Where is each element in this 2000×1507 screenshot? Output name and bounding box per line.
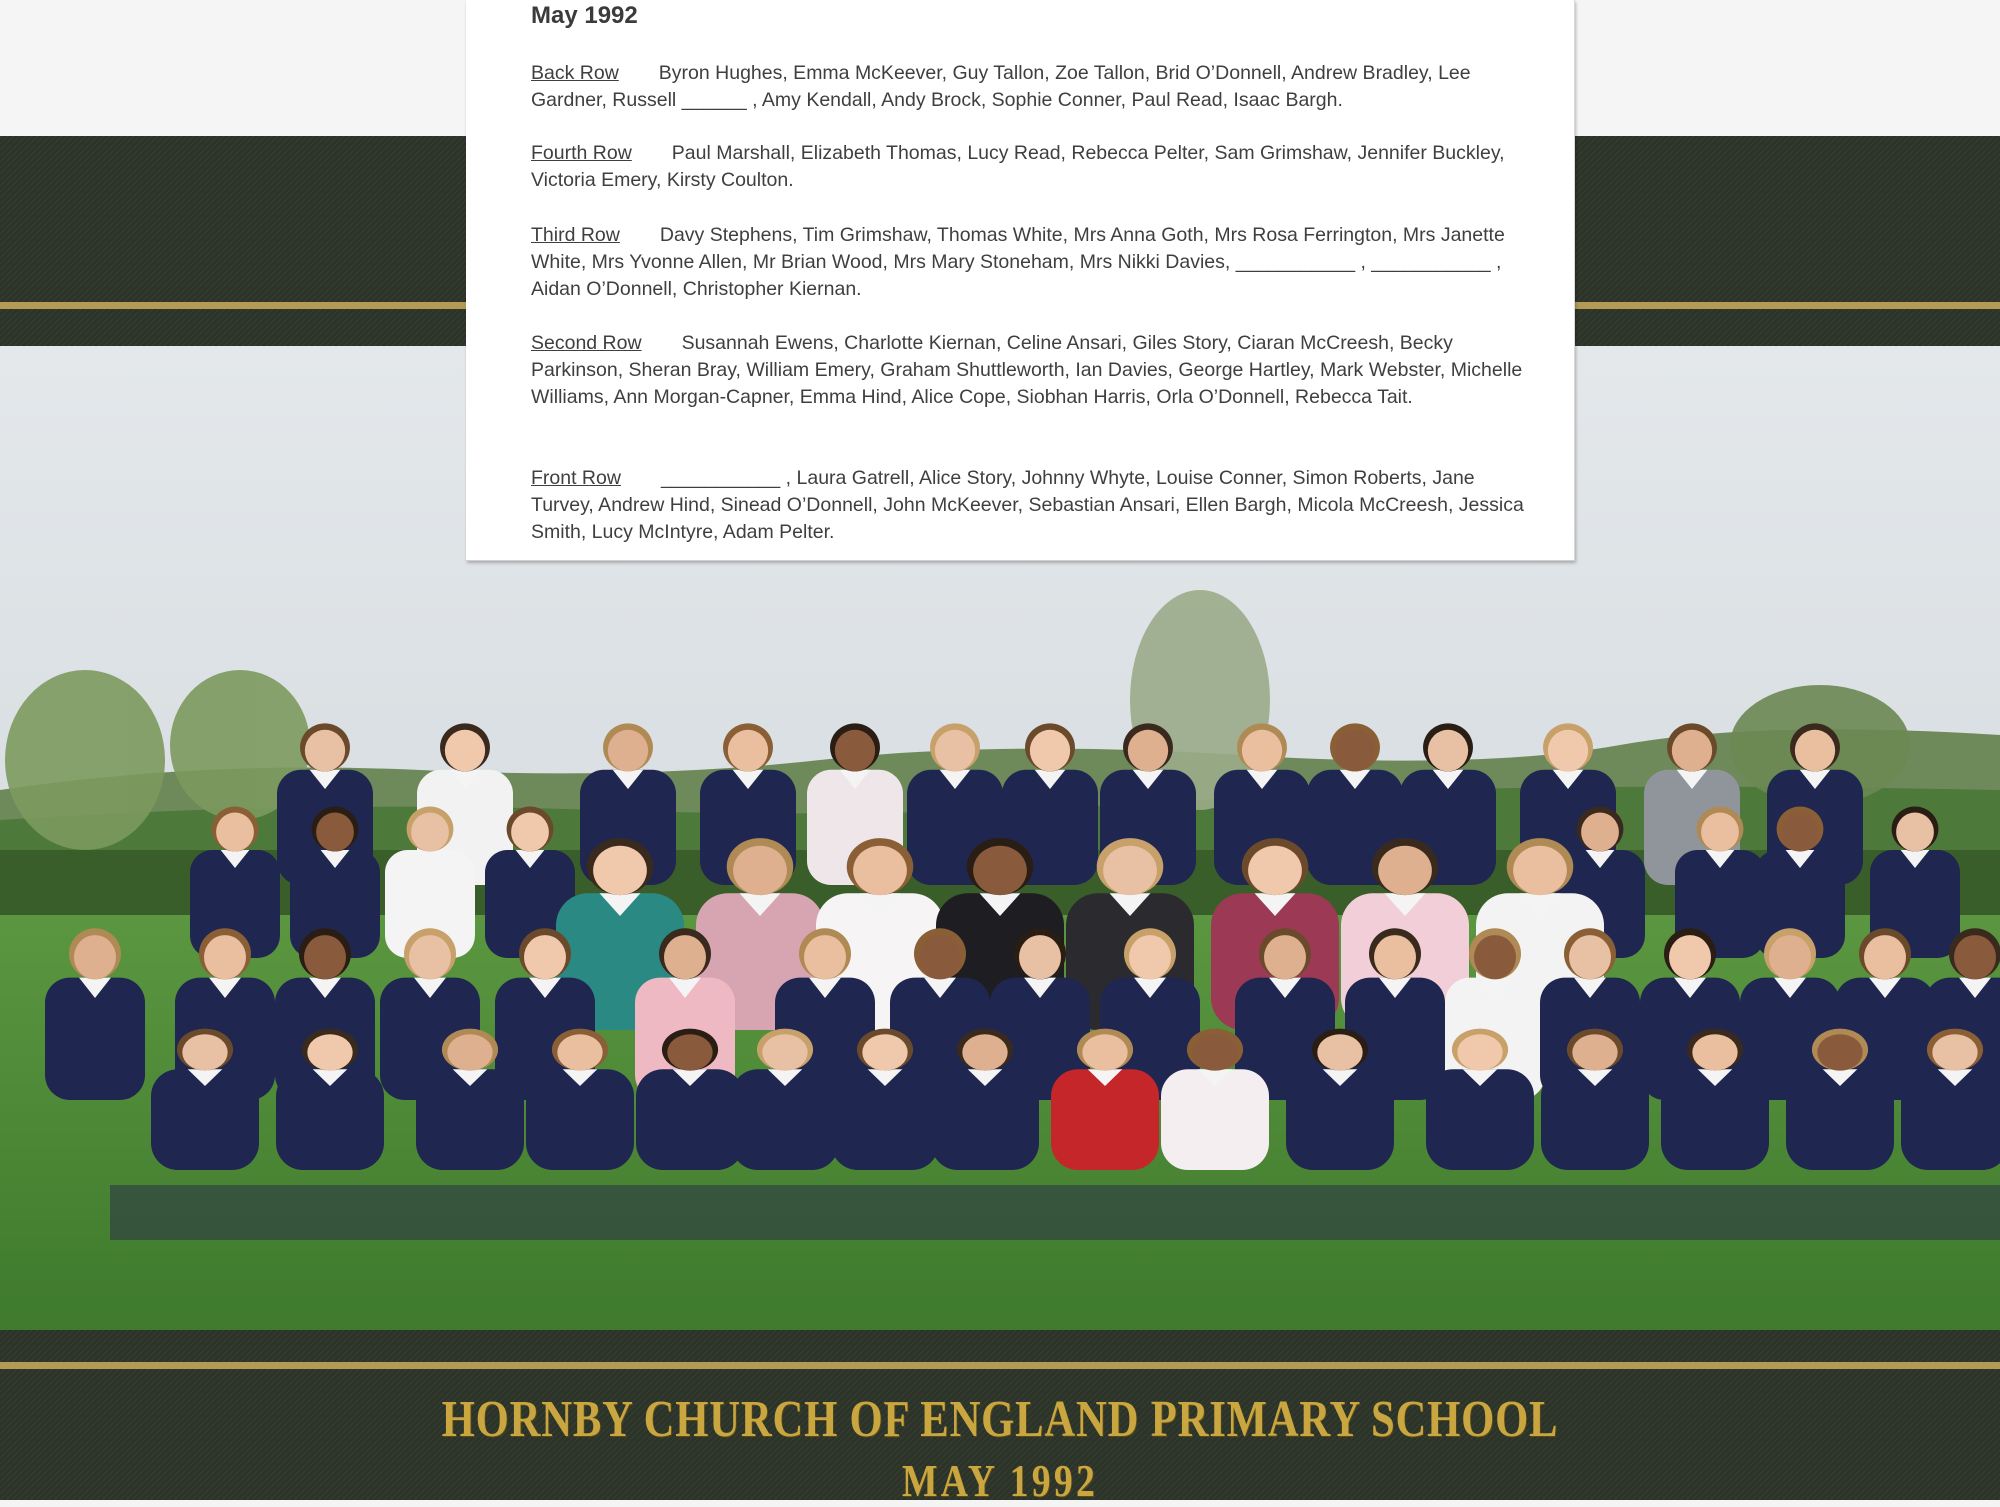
caption-back-row — [531, 60, 1541, 114]
photo-date-embossed: MAY 1992 — [901, 1455, 1099, 1506]
school-name-embossed: HORNBY CHURCH OF ENGLAND PRIMARY SCHOOL — [441, 1391, 1559, 1448]
row-names: Davy Stephens, Tim Grimshaw, Thomas White, Mrs Anna Goth, Mrs Rosa Ferrington, Mrs Janette White, Mrs Yvonne Allen, Mr Brian Wood, Mrs Mary Stoneham, Mrs Nikki Davies, ___________ , ___________ , Aidan O’Donnell, Christopher Kiernan. — [531, 224, 1505, 300]
row-names: Byron Hughes, Emma McKeever, Guy Tallon, Zoe Tallon, Brid O’Donnell, Andrew Bradley, Lee Gardner, Russell ______ , Amy Kendall, Andy Brock, Sophie Conner, Paul Read, Isaac Bargh. — [531, 62, 1471, 111]
row-names: Susannah Ewens, Charlotte Kiernan, Celine Ansari, Giles Story, Ciaran McCreesh, Becky Parkinson, Sheran Bray, William Emery, Graham Shuttleworth, Ian Davies, George Hartley, Mark Webster, Michelle Williams, Ann Morgan-Capner, Emma Hind, Alice Cope, Siobhan Harris, Orla O’Donnell, Rebecca Tait. — [531, 332, 1523, 408]
row-label: Third Row — [531, 224, 620, 246]
row-label: Second Row — [531, 332, 642, 354]
caption-note — [466, 0, 1575, 561]
row-label: Front Row — [531, 467, 621, 489]
row-names: ___________ , Laura Gatrell, Alice Story, Johnny Whyte, Louise Conner, Simon Roberts, Jane Turvey, Andrew Hind, Sinead O’Donnell, John McKeever, Sebastian Ansari, Ellen Bargh, Micola McCreesh, Jessica Smith, Lucy McIntyre, Adam Pelter. — [531, 467, 1524, 543]
pupils-and-staff — [45, 723, 2000, 1240]
caption-front-row — [531, 465, 1541, 546]
caption-third-row — [531, 222, 1541, 303]
caption-date: May 1992 — [531, 2, 638, 29]
row-label: Fourth Row — [531, 142, 632, 164]
row-label: Back Row — [531, 62, 619, 84]
row-names: Paul Marshall, Elizabeth Thomas, Lucy Read, Rebecca Pelter, Sam Grimshaw, Jennifer Buckley, Victoria Emery, Kirsty Coulton. — [531, 142, 1505, 191]
caption-second-row — [531, 330, 1541, 411]
caption-fourth-row — [531, 140, 1541, 194]
seated-legs — [110, 1185, 2000, 1240]
gold-stripe-bottom — [0, 1362, 2000, 1369]
